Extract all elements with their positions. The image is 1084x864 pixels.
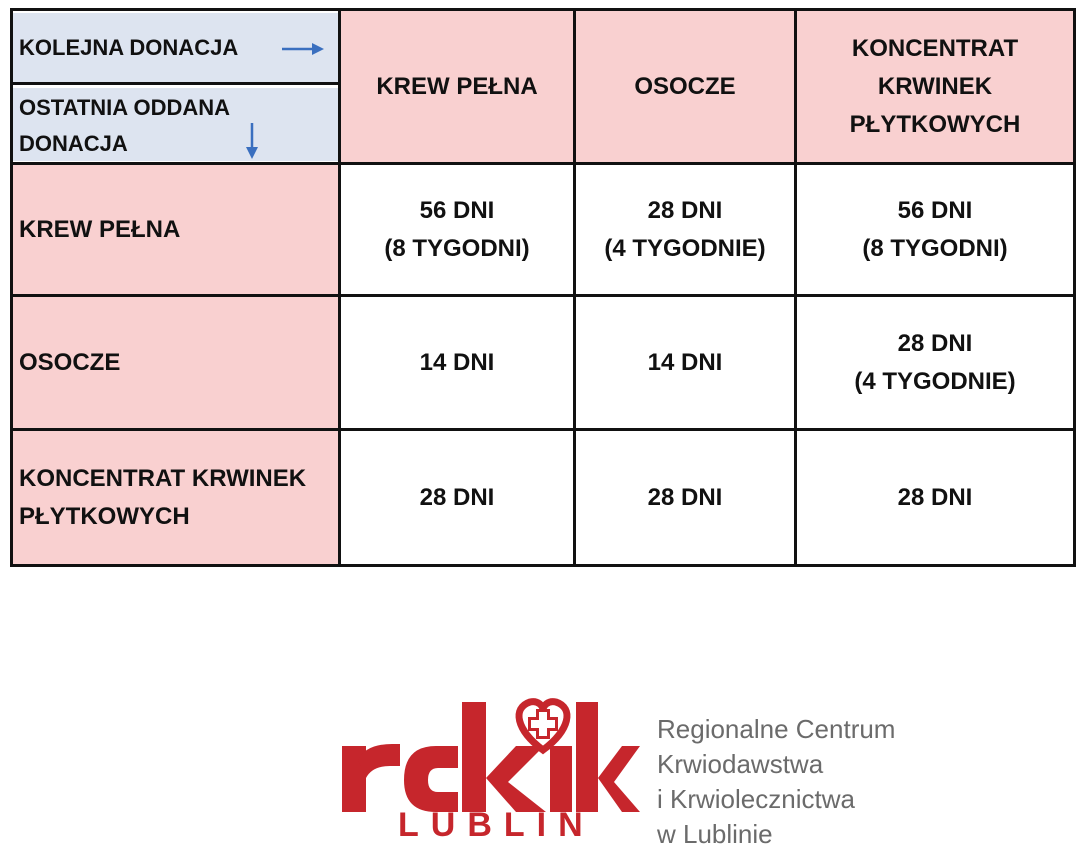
heart-cross-icon xyxy=(519,702,567,750)
cell-days: 14 DNI xyxy=(419,348,495,376)
column-header-whole-blood: KREW PEŁNA xyxy=(340,10,575,164)
rckik-wordmark xyxy=(340,696,640,814)
corner-cell xyxy=(12,10,340,164)
table-cell xyxy=(575,430,796,566)
cell-days: 56 DNI xyxy=(897,196,973,224)
rckik-logo xyxy=(340,664,640,854)
cell-days: 28 DNI xyxy=(647,483,723,511)
cell-days: 28 DNI xyxy=(419,483,495,511)
column-header-platelets xyxy=(796,10,1075,164)
table-cell xyxy=(796,164,1075,296)
cell-weeks: (4 TYGODNIE) xyxy=(604,234,766,262)
header-row xyxy=(12,10,1075,164)
table-cell xyxy=(340,164,575,296)
table-row xyxy=(12,164,1075,296)
table-cell xyxy=(796,430,1075,566)
cell-days: 28 DNI xyxy=(897,329,973,357)
org-line: i Krwiolecznictwa xyxy=(657,784,855,814)
org-line: Krwiodawstwa xyxy=(657,749,824,779)
donation-interval-table xyxy=(10,8,1076,567)
cell-days: 14 DNI xyxy=(647,348,723,376)
table-cell xyxy=(796,296,1075,430)
last-donation-text-2: DONACJA xyxy=(19,130,128,156)
cell-days: 56 DNI xyxy=(419,196,495,224)
table-row xyxy=(12,296,1075,430)
last-donation-label xyxy=(13,88,338,161)
logo-city: LUBLIN xyxy=(398,806,595,844)
org-line: Regionalne Centrum xyxy=(657,714,896,744)
cell-weeks: (8 TYGODNI) xyxy=(862,234,1008,262)
table-cell xyxy=(340,430,575,566)
column-header-plasma: OSOCZE xyxy=(575,10,796,164)
table-cell xyxy=(575,296,796,430)
row-header-plasma: OSOCZE xyxy=(12,296,340,430)
row-header-platelets xyxy=(12,430,340,566)
row-header-whole-blood: KREW PEŁNA xyxy=(12,164,340,296)
cell-weeks: (4 TYGODNIE) xyxy=(854,367,1016,395)
table-row xyxy=(12,430,1075,566)
table-cell xyxy=(340,296,575,430)
next-donation-label xyxy=(13,13,338,85)
table-cell xyxy=(575,164,796,296)
row-header-platelets-text: KONCENTRAT KRWINEK PŁYTKOWYCH xyxy=(19,464,307,530)
organization-name xyxy=(657,712,895,852)
cell-days: 28 DNI xyxy=(897,483,973,511)
arrow-right-icon xyxy=(282,37,324,61)
org-line: w Lublinie xyxy=(657,819,773,849)
next-donation-text: KOLEJNA DONACJA xyxy=(19,34,239,60)
cell-weeks: (8 TYGODNI) xyxy=(384,234,530,262)
last-donation-text-1: OSTATNIA ODDANA xyxy=(19,94,231,120)
column-header-platelets-text: KONCENTRAT KRWINEK PŁYTKOWYCH xyxy=(849,34,1021,138)
arrow-down-icon xyxy=(245,123,259,159)
cell-days: 28 DNI xyxy=(647,196,723,224)
